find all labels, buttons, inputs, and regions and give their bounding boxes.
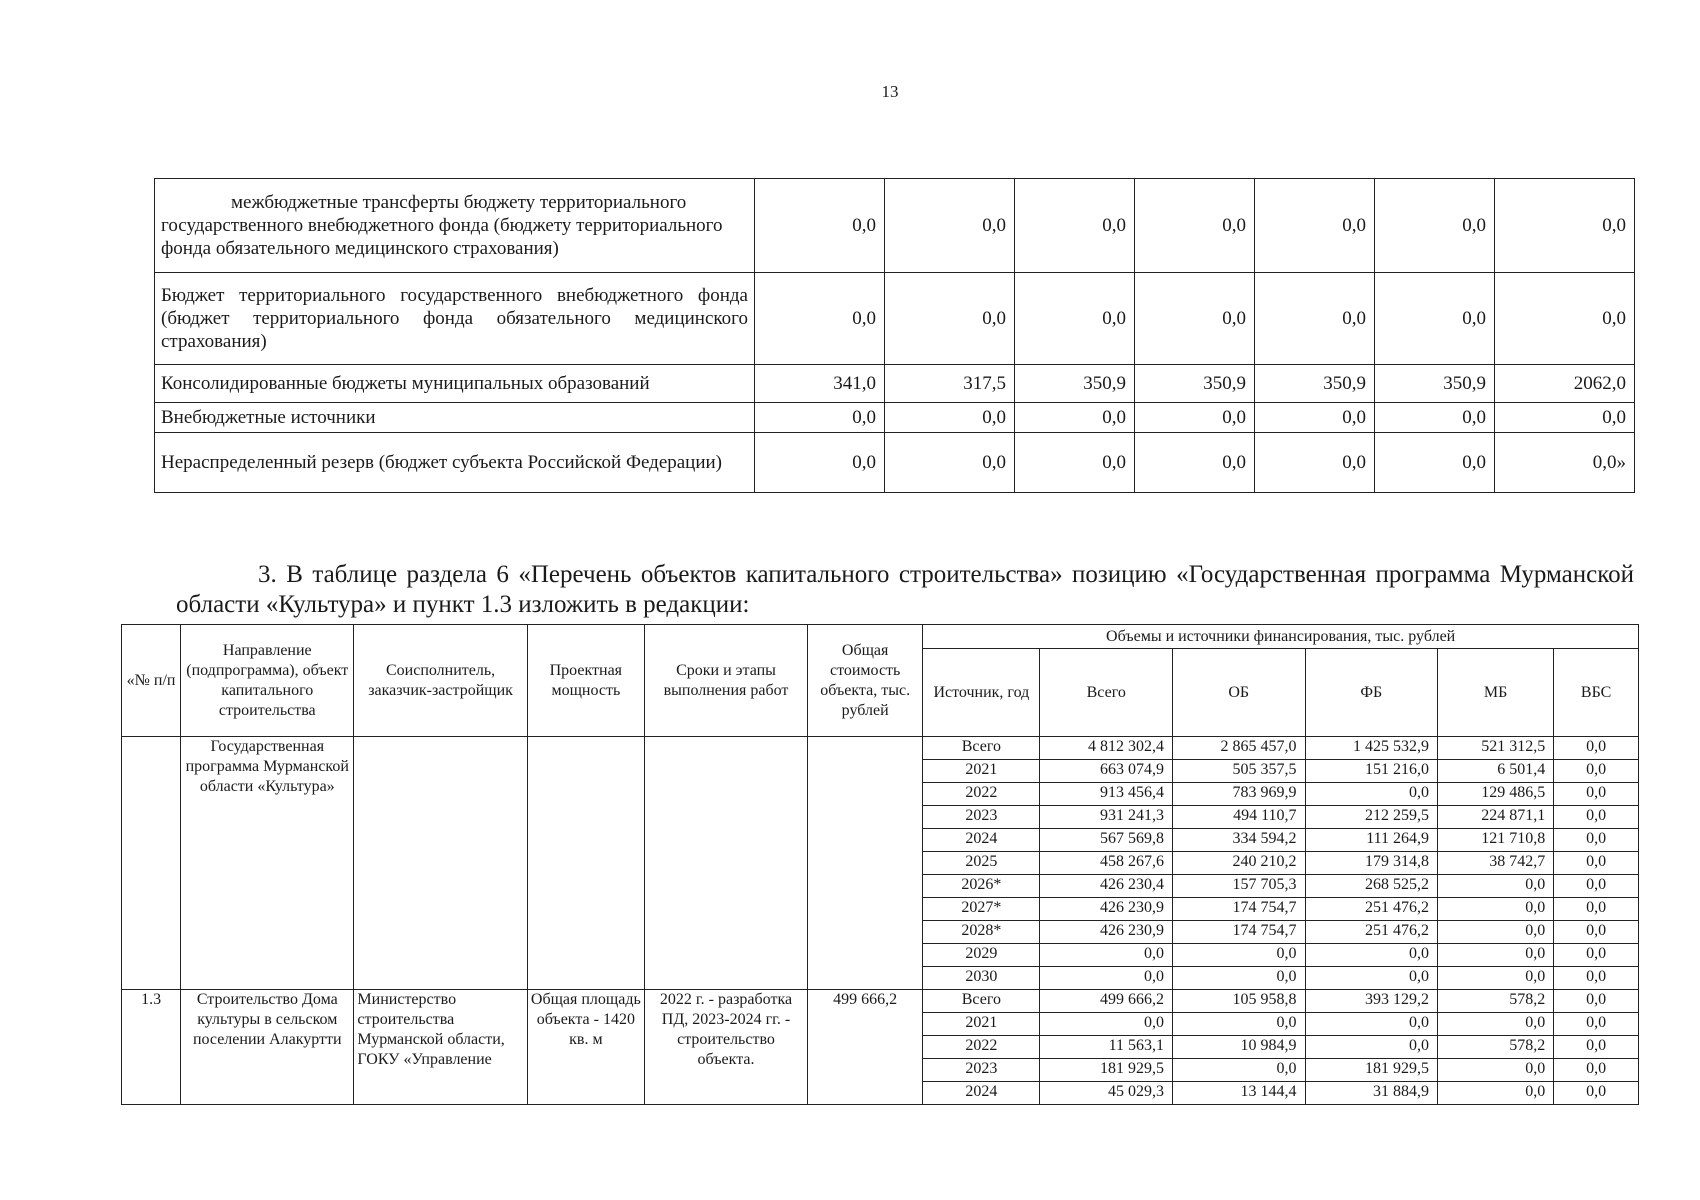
fin-value: 494 110,7	[1173, 806, 1306, 829]
budget-value: 0,0	[1135, 273, 1255, 365]
budget-row	[155, 273, 1635, 365]
budget-row-label: межбюджетные трансферты бюджету территориального государственного внебюджетного фонда (бюджету территориального фонда обязательного медицинского страхования)	[155, 179, 755, 273]
budget-value: 0,0	[1255, 273, 1375, 365]
fin-value: 521 312,5	[1438, 737, 1554, 760]
budget-value: 0,0	[755, 179, 885, 273]
fin-value: 0,0	[1438, 1059, 1554, 1082]
fin-value: 251 476,2	[1305, 898, 1438, 921]
page-number: 13	[881, 82, 899, 101]
budget-value: 0,0	[1015, 403, 1135, 433]
program-total-cost	[808, 737, 923, 990]
fin-value: 13 144,4	[1173, 1082, 1306, 1105]
fin-value: 0,0	[1438, 944, 1554, 967]
budget-row	[155, 403, 1635, 433]
fin-value: 10 984,9	[1173, 1036, 1306, 1059]
budget-value: 0,0	[755, 433, 885, 493]
fin-source-year: 2022	[923, 783, 1040, 806]
fin-value: 0,0	[1554, 967, 1639, 990]
fin-value: 426 230,9	[1040, 898, 1173, 921]
fin-value: 0,0	[1305, 967, 1438, 990]
program-terms	[644, 737, 807, 990]
fin-value: 0,0	[1554, 829, 1639, 852]
budget-value: 2062,0	[1495, 365, 1635, 403]
fin-value: 181 929,5	[1040, 1059, 1173, 1082]
program-financing-row	[122, 737, 1639, 760]
fin-value: 6 501,4	[1438, 760, 1554, 783]
header-num: «№ п/п	[122, 625, 181, 737]
fin-value: 578,2	[1438, 1036, 1554, 1059]
fin-value: 4 812 302,4	[1040, 737, 1173, 760]
fin-source-year: 2025	[923, 852, 1040, 875]
budget-row	[155, 365, 1635, 403]
budget-value: 350,9	[1255, 365, 1375, 403]
header-mb: МБ	[1438, 649, 1554, 737]
fin-value: 224 871,1	[1438, 806, 1554, 829]
fin-value: 38 742,7	[1438, 852, 1554, 875]
header-terms: Сроки и этапы выполнения работ	[644, 625, 807, 737]
header-total-cost: Общая стоимость объекта, тыс. рублей	[808, 625, 923, 737]
budget-value: 0,0	[1495, 179, 1635, 273]
fin-value: 0,0	[1554, 1059, 1639, 1082]
fin-value: 663 074,9	[1040, 760, 1173, 783]
item-coexecutor: Министерство строительства Мурманской области, ГОКУ «Управление	[354, 990, 527, 1105]
budget-value: 0,0	[1255, 433, 1375, 493]
fin-value: 783 969,9	[1173, 783, 1306, 806]
program-coexecutor	[354, 737, 527, 990]
fin-value: 240 210,2	[1173, 852, 1306, 875]
fin-value: 0,0	[1554, 737, 1639, 760]
fin-source-year: 2024	[923, 1082, 1040, 1105]
budget-value: 350,9	[1375, 365, 1495, 403]
budget-value: 0,0	[1015, 179, 1135, 273]
fin-value: 578,2	[1438, 990, 1554, 1013]
fin-value: 0,0	[1554, 944, 1639, 967]
fin-value: 111 264,9	[1305, 829, 1438, 852]
fin-value: 121 710,8	[1438, 829, 1554, 852]
budget-value: 0,0	[1495, 403, 1635, 433]
fin-value: 334 594,2	[1173, 829, 1306, 852]
fin-value: 0,0	[1554, 760, 1639, 783]
fin-value: 0,0	[1438, 1082, 1554, 1105]
amendment-paragraph: 3. В таблице раздела 6 «Перечень объектов капитального строительства» позицию «Государственная программа Мурманской области «Культура» и пункт 1.3 изложить в редакции:	[176, 561, 1634, 618]
fin-value: 0,0	[1040, 1013, 1173, 1036]
item-direction: Строительство Дома культуры в сельском поселении Алакуртти	[181, 990, 354, 1105]
fin-value: 0,0	[1554, 875, 1639, 898]
budget-value: 0,0	[885, 273, 1015, 365]
budget-value: 0,0	[885, 403, 1015, 433]
budget-value: 0,0	[1495, 273, 1635, 365]
fin-value: 251 476,2	[1305, 921, 1438, 944]
fin-value: 0,0	[1438, 921, 1554, 944]
header-ob: ОБ	[1173, 649, 1306, 737]
fin-value: 179 314,8	[1305, 852, 1438, 875]
fin-value: 0,0	[1040, 967, 1173, 990]
header-direction: Направление (подпрограмма), объект капитального строительства	[181, 625, 354, 737]
fin-value: 151 216,0	[1305, 760, 1438, 783]
fin-value: 0,0	[1554, 806, 1639, 829]
header-vbs: ВБС	[1554, 649, 1639, 737]
fin-value: 0,0	[1305, 783, 1438, 806]
item-capacity: Общая площадь объекта - 1420 кв. м	[527, 990, 644, 1105]
budget-sources-table	[154, 178, 1635, 493]
budget-row	[155, 433, 1635, 493]
fin-value: 212 259,5	[1305, 806, 1438, 829]
fin-value: 31 884,9	[1305, 1082, 1438, 1105]
budget-value: 317,5	[885, 365, 1015, 403]
fin-value: 0,0	[1554, 1082, 1639, 1105]
budget-value: 0,0	[1255, 179, 1375, 273]
program-direction: Государственная программа Мурманской области «Культура»	[181, 737, 354, 990]
budget-row-label: Нераспределенный резерв (бюджет субъекта Российской Федерации)	[155, 433, 755, 493]
budget-value: 0,0	[885, 179, 1015, 273]
fin-value: 1 425 532,9	[1305, 737, 1438, 760]
fin-value: 0,0	[1173, 1013, 1306, 1036]
program-capacity	[527, 737, 644, 990]
fin-value: 0,0	[1554, 990, 1639, 1013]
fin-value: 567 569,8	[1040, 829, 1173, 852]
fin-value: 174 754,7	[1173, 921, 1306, 944]
budget-value: 350,9	[1135, 365, 1255, 403]
header-all: Всего	[1040, 649, 1173, 737]
fin-value: 426 230,4	[1040, 875, 1173, 898]
fin-value: 0,0	[1173, 1059, 1306, 1082]
item-total-cost: 499 666,2	[808, 990, 923, 1105]
fin-value: 0,0	[1438, 1013, 1554, 1036]
fin-value: 0,0	[1554, 1036, 1639, 1059]
fin-value: 2 865 457,0	[1173, 737, 1306, 760]
budget-value: 0,0	[1135, 433, 1255, 493]
fin-source-year: 2029	[923, 944, 1040, 967]
budget-value: 350,9	[1015, 365, 1135, 403]
fin-value: 268 525,2	[1305, 875, 1438, 898]
item-num: 1.3	[122, 990, 181, 1105]
fin-value: 0,0	[1305, 1013, 1438, 1036]
fin-value: 0,0	[1438, 875, 1554, 898]
fin-value: 0,0	[1438, 898, 1554, 921]
fin-value: 129 486,5	[1438, 783, 1554, 806]
budget-row-label: Консолидированные бюджеты муниципальных образований	[155, 365, 755, 403]
fin-value: 426 230,9	[1040, 921, 1173, 944]
fin-value: 11 563,1	[1040, 1036, 1173, 1059]
budget-value: 0,0	[1375, 273, 1495, 365]
fin-value: 913 456,4	[1040, 783, 1173, 806]
fin-source-year: 2021	[923, 1013, 1040, 1036]
fin-value: 0,0	[1554, 921, 1639, 944]
fin-source-year: 2027*	[923, 898, 1040, 921]
budget-row-label: Внебюджетные источники	[155, 403, 755, 433]
budget-value: 0,0»	[1495, 433, 1635, 493]
fin-source-year: 2026*	[923, 875, 1040, 898]
item-financing-row	[122, 990, 1639, 1013]
fin-value: 45 029,3	[1040, 1082, 1173, 1105]
budget-value: 0,0	[1255, 403, 1375, 433]
item-terms: 2022 г. - разработка ПД, 2023-2024 гг. - строительство объекта.	[644, 990, 807, 1105]
fin-value: 0,0	[1554, 852, 1639, 875]
fin-value: 499 666,2	[1040, 990, 1173, 1013]
fin-source-year: Всего	[923, 990, 1040, 1013]
fin-value: 0,0	[1305, 944, 1438, 967]
fin-source-year: 2021	[923, 760, 1040, 783]
fin-value: 0,0	[1173, 944, 1306, 967]
fin-value: 458 267,6	[1040, 852, 1173, 875]
budget-value: 0,0	[755, 273, 885, 365]
fin-source-year: 2022	[923, 1036, 1040, 1059]
budget-value: 0,0	[755, 403, 885, 433]
fin-source-year: 2023	[923, 806, 1040, 829]
fin-source-year: 2028*	[923, 921, 1040, 944]
header-source-year: Источник, год	[923, 649, 1040, 737]
program-num	[122, 737, 181, 990]
fin-value: 931 241,3	[1040, 806, 1173, 829]
fin-source-year: Всего	[923, 737, 1040, 760]
budget-value: 0,0	[1015, 433, 1135, 493]
fin-value: 0,0	[1554, 783, 1639, 806]
header-coexecutor: Соисполнитель, заказчик-застройщик	[354, 625, 527, 737]
budget-value: 0,0	[1375, 179, 1495, 273]
fin-value: 0,0	[1305, 1036, 1438, 1059]
fin-source-year: 2023	[923, 1059, 1040, 1082]
fin-value: 0,0	[1438, 967, 1554, 990]
budget-value: 0,0	[1135, 403, 1255, 433]
budget-row-label: Бюджет территориального государственного внебюджетного фонда (бюджет территориального фонда обязательного медицинского страхования)	[155, 273, 755, 365]
budget-value: 0,0	[1135, 179, 1255, 273]
fin-value: 174 754,7	[1173, 898, 1306, 921]
fin-source-year: 2024	[923, 829, 1040, 852]
header-fb: ФБ	[1305, 649, 1438, 737]
fin-value: 0,0	[1173, 967, 1306, 990]
capital-construction-table	[121, 624, 1639, 1105]
header-capacity: Проектная мощность	[527, 625, 644, 737]
budget-value: 0,0	[1375, 433, 1495, 493]
fin-source-year: 2030	[923, 967, 1040, 990]
header-financing: Объемы и источники финансирования, тыс. рублей	[923, 625, 1639, 649]
fin-value: 181 929,5	[1305, 1059, 1438, 1082]
fin-value: 0,0	[1554, 1013, 1639, 1036]
fin-value: 505 357,5	[1173, 760, 1306, 783]
budget-row	[155, 179, 1635, 273]
fin-value: 0,0	[1554, 898, 1639, 921]
fin-value: 393 129,2	[1305, 990, 1438, 1013]
budget-value: 0,0	[1015, 273, 1135, 365]
budget-value: 341,0	[755, 365, 885, 403]
fin-value: 157 705,3	[1173, 875, 1306, 898]
budget-value: 0,0	[885, 433, 1015, 493]
budget-value: 0,0	[1375, 403, 1495, 433]
fin-value: 0,0	[1040, 944, 1173, 967]
fin-value: 105 958,8	[1173, 990, 1306, 1013]
